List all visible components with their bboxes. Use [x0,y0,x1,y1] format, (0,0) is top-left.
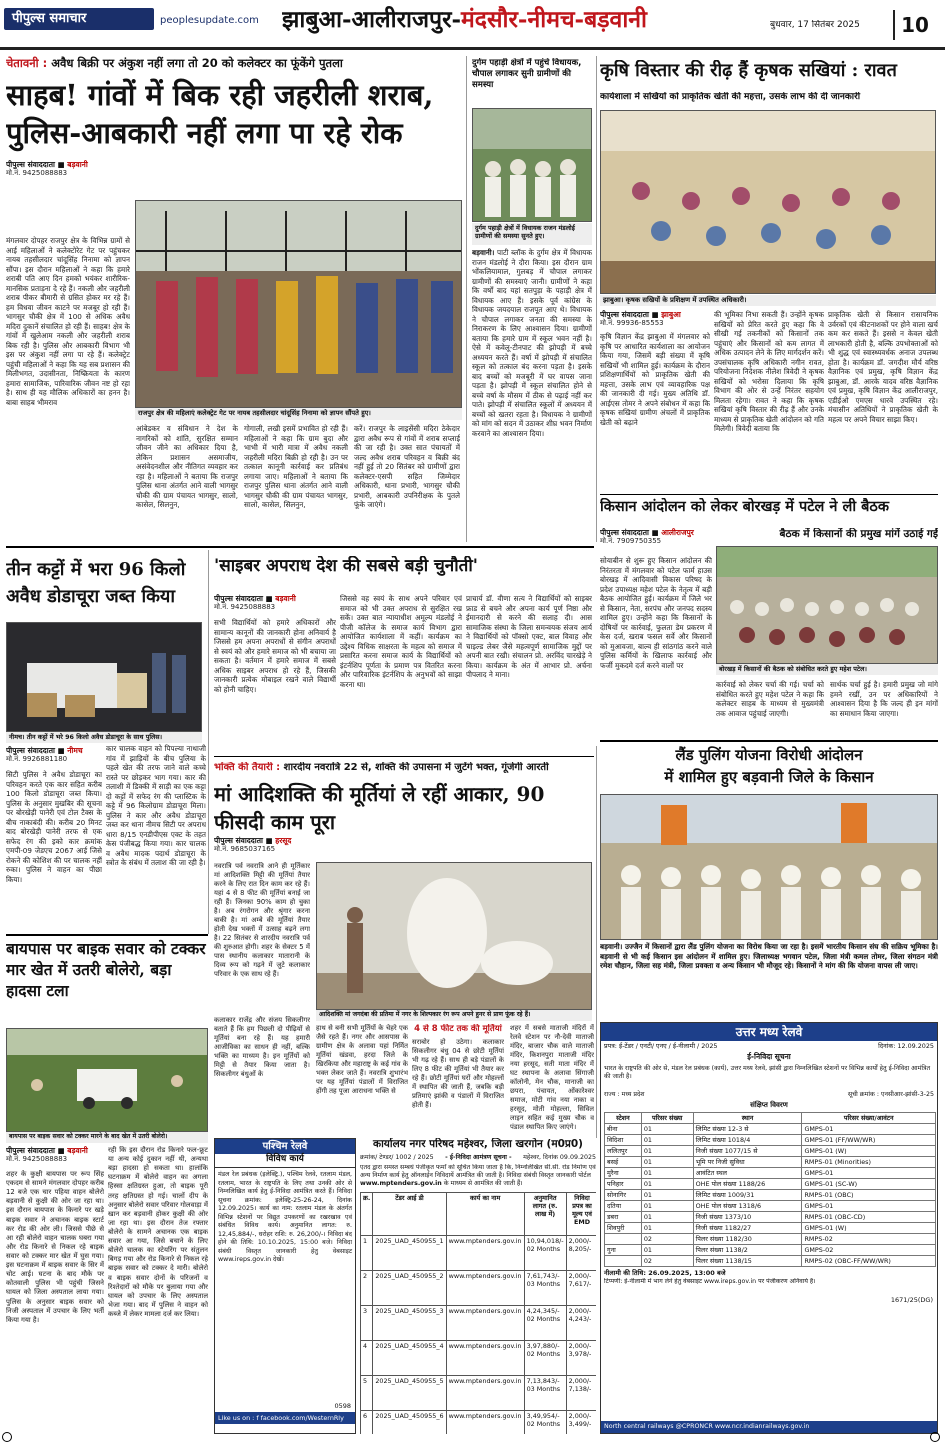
navratri-caption: आदिशक्ति मां जगदंबा की प्रतिमा में नगर के शिल्पकार रंग रूप अपने हुनर से प्राण फूंक रहे हैं। [316,1010,592,1021]
tender-cell: 2025_UAD_450955_4 [373,1341,446,1376]
tender-cell: www.mptenders.gov.in [446,1376,524,1411]
tender-header-0: क्र. [361,1193,373,1236]
navratri-col-1: नवरात्रि पर्व नवरात्रि आने ही मूर्तिकार मां आदिशक्ति मिट्टी की मूर्तियां तैयार करने के लिए रात दिन काम कर रहे हैं। यहां 4 से 8 फीट की मूर्तियां बनाई जा रही हैं। जिनका 90% काम हो चुका है। अब रंगरोगन और श्रृंगार करना बाकी है। मां अम्बे की मूर्तियां तैयार होती देख भक्तों में उत्साह बढ़ने लगा है। 22 सितंबर से शारदीय नवरात्रि पर्व की शुरुआत होगी। शहर के सेक्टर 5 में पास स्थानीय कलाकार मातारानी के दिव्य रूप को गढ़ने में जुटे कलाकार परिवार के एक साथ रहे हैं। [214,862,310,978]
masthead [0,0,945,50]
land-photo [600,794,938,940]
krishi-col-1: कृषि विज्ञान केंद्र झाबुआ में मंगलवार को कृषि पर आधारित कार्यशाला का आयोजन किया गया, जिसमें बड़ी संख्या में कृषि सखियों भी शामिल हुई। कार्यक्रम के दौरान प्रशिक्षणार्थियों को प्राकृतिक खेती की महत्ता, उसके लाभ एवं व्यावहारिक पक्ष की जानकारी दी गई। मुख्य अतिथि डॉ. आईएस तोमर ने अपने संबोधन में कहा कि कृषक सखियां ग्रामीण अंचलों में प्राकृतिक खेती को बढ़ाने [600,332,710,427]
ncr-cell: GMPS-01 (W) [802,1146,936,1157]
tender-row [361,1271,597,1306]
durgam-text: बड़वानी। पाटी ब्लॉक के दुर्गम क्षेत्र में विधायक राजन मंडलोई ने दौरा किया। इस दौरान ग्राम भोंकलियामाल, गुलबड़ में चौपाल लगाकर ग्रामीणों की समस्याएं जानी। ग्रामीणों ने कहा कि वर्षों बाद यहां सतपुड़ा के पहाड़ी क्षेत्र में विधायक आए हैं। इसके पूर्व कांग्रेस के विधायक जयदयाल राजपूत आए थे। विधायक ने चौपाल लगाकर जनता की समस्या के निराकरण के लिए आश्वासन दिया। ग्रामीणों बताया कि हमारे ग्राम में स्कूल भवन नहीं है। ऐसे में कवेलू-टीनपाट की झोपड़ी में बच्चे अध्ययन करते हैं। वर्षा में झोपड़ी में संचालित स्कूल को तत्काल बंद करना पड़ता है। इसके बाद बच्चों को मजबूरी में घर वापस जाना पड़ता है। झोपड़ी में स्कूल संचालित होने से बच्चे वर्षा के मौसम में ठीक से पढ़ाई नहीं कर पाते। झोपड़ी में संचालित स्कूलों में अध्ययन में बच्चों को खतरा रहता है। विधायक ने ग्रामीणों को मांग को सदन में उठाकर शीघ्र भवन निर्माण करवाने का आश्वासन दिया। [472,248,592,438]
tender-cell: 5 [361,1376,373,1411]
tender-cell: 2,000/- 4,243/- [566,1306,596,1341]
durga-idol-image [317,863,592,1010]
land-headline-1: लैंड पुलिंग योजना विरोधी आंदोलन [675,746,863,764]
ncr-row [605,1245,936,1256]
ncr-cell: 01 [641,1157,693,1168]
tender-cell: 3 [361,1306,373,1341]
kisan-photo [716,546,938,664]
ncr-cell: 01 [641,1245,693,1256]
ncr-state: राज्य : मध्य प्रदेश [604,1091,645,1098]
workshop-hall-image [601,111,936,294]
tender-cell: www.mptenders.gov.in [446,1341,524,1376]
website[interactable]: peoplesupdate.com [160,15,259,26]
krishi-col-3: प्राकृतिक खेती से किसान रासायनिक उर्वरकों एवं कीटनाशकों पर होने वाला खर्च कम कर सकते हैं। इससे न केवल खेती लाभकारी होती है, बल्कि उपभोक्ताओं को भी शुद्ध एवं स्वास्थ्यवर्धक अनाज उपलब्ध होता है। कार्यक्रम डॉ. जगदीश मौर्य वरिष्ठ वैज्ञानिक एवं प्रमुख, कृषि विज्ञान केंद्र झाबुआ, डॉ. आरके यादव वरिष्ठ वैज्ञानिक एवं प्रमुख, कृषि विज्ञान केंद्र आलीराजपुर, एडीईओ एमएस धारवे उपस्थित रहे। मंचासीन अतिथियों ने प्राकृतिक खेती के महत्व पर अपने विचार साझा किए। [828,310,938,424]
land-headline-2: में शामिल हुए बड़वानी जिले के किसान [664,768,874,786]
tender-cell: www.mptenders.gov.in [446,1271,524,1306]
registration-mark [2,1432,12,1442]
ncr-cell [605,1234,642,1245]
ncr-cell: लिमिट संख्या 1009/31 [693,1190,802,1201]
tender-cell: 2025_UAD_450955_5 [373,1376,446,1411]
ncr-row [605,1256,936,1267]
tender-site[interactable]: www.mptenders.gov.in [360,1180,442,1188]
tender-header-3: अनुमानित लागत (रु. लाख में) [524,1193,566,1236]
ncr-footer-2: टिप्पणी: ई-नीलामी में भाग लेने हेतु वेबसाइट www.ireps.gov.in पर पंजीकरण अनिवार्य है। [604,1278,816,1285]
ncr-cell: RMPS-01 (Minorities) [802,1157,936,1168]
ncr-cell: 01 [641,1212,693,1223]
ncr-cell: निजी संख्या 1077/15 से [693,1146,802,1157]
bike-headline: बायपास पर बाइक सवार को टक्कर मार खेत में उतरी बोलेरो, बड़ा हादसा टला [6,939,206,1000]
tender-cell: 2 [361,1271,373,1306]
liquor-kicker: चेतावनी : अवैध बिक्री पर अंकुश नहीं लगा तो 20 को कलेक्टर का फूंकेंगे पुतला [6,56,343,70]
ncr-cell: GMPS-01 [802,1201,936,1212]
tender-cell: www.mptenders.gov.in [446,1236,524,1271]
bike-caption: बायपास पर बाइक सवार को टक्कर मारने के बाद खेत में उतरी बोलेरो। [6,1132,208,1143]
western-text: मंडल रेल प्रबंधक (इलेक्ट्रि.), पश्चिम रेलवे, रतलाम मंडल, रतलाम, भारत के राष्ट्रपति के लिए तथा उनकी ओर से निम्नलिखित कार्य हेतु ई-निविदा आमंत्रित करते हैं। निविदा सूचना क्रमांक: इलेक्ट्रि-25-26-24, दिनांक 12.09.2025। कार्य का नाम: रतलाम मंडल के अंतर्गत विभिन्न स्टेशनों पर विद्युत उपकरणों का रखरखाव एवं संबंधित विविध कार्य। अनुमानित लागत: रु. 12,45,884/-, धरोहर राशि: रु. 26,200/-। निविदा बंद होने की तिथि: 10.10.2025, 15:00 बजे। निविदा संबंधी विस्तृत जानकारी हेतु वेबसाइट www.ireps.gov.in देखें। [218,1171,352,1263]
ncr-cell: 01 [641,1223,693,1234]
page-number: 10 [893,10,935,40]
doda-byline: पीपुल्स संवाददाता ■ नीमच मो.नं. 9926881180 [6,746,83,764]
ncr-cell: ललितपुर [605,1146,642,1157]
tender-cell: 7,13,843/- 03 Months [524,1376,566,1411]
navratri-col-3: हाथ से बनी सभी मूर्तियों के चेहरे एक जैसे रहते हैं। नगर और आसपास के ग्रामीण क्षेत्र के अलावा यहां निर्मित मूर्तियां खंडवा, हरदा जिले के खिरकिया और महाराष्ट्र के कई गांव के भक्त लेकर जाते हैं। नवरात्रि शुभारंभ पर यह मूर्तियां पंडालों में विराजित होंगी तह पूजा आराधना भक्ति से [316,1024,408,1095]
ncr-row [605,1157,936,1168]
ncr-row [605,1124,936,1135]
ncr-cell: 01 [641,1168,693,1179]
logo-text: पीपुल्स समाचार [12,11,87,26]
ncr-header-1: परिसर संख्या [641,1113,693,1124]
tender-cell: 2025_UAD_450955_3 [373,1306,446,1341]
ncr-cell: बसई [605,1157,642,1168]
tender-cell: 3,49,954/- 02 Months [524,1411,566,1435]
navratri-byline: पीपुल्स संवाददाता ■ हरसूद मो.नं. 9685037165 [214,836,292,854]
ncr-line-2: दिनांक: 12.09.2025 [878,1042,934,1050]
kisan-col-2: कार्रवाई को लेकर चर्चा की गई। चर्चा को संबोधित करते हुए महेश पटेल ने कहा कि कलेक्टर साहब के माध्यम से मुख्यमंत्री तक आवाज पहुंचाई जाएगी। [716,680,824,718]
ncr-row [605,1190,936,1201]
ncr-cell: 01 [641,1190,693,1201]
ncr-cell: RMPS-02 (OBC-FF/WW/WR) [802,1256,936,1267]
ncr-header-2: स्थान [693,1113,802,1124]
ncr-table [604,1112,936,1267]
ncr-cell: 01 [641,1201,693,1212]
date: बुधवार, 17 सितंबर 2025 [770,20,860,30]
ncr-cell: 01 [641,1146,693,1157]
bike-col-2: रही कि इस दौरान रोड किनारे फल-फ्रूट या अन्य कोई दुकान नहीं थी, अन्यथा बड़ा हादसा हो सकता था। हालांकि घटनाक्रम में बोलेरो वाहन का अगला हिस्सा क्षतिग्रस्त हुआ, तो बाइक पूरी तरह क्षतिग्रस्त हो गई। चालों दीप के अनुसार बोलेरो सवार परिवार गोलवाड़ा में खान कर बड़वानी होकर कुक्षी की ओर जा रहा था। इस दौरान तेज रफ्तार बोलेरो के सामने अचानक एक बाइक सवार आ गया, जिसे बचाने के लिए बोलेरो चालक का स्टेयरिंग पर संतुलन बिगड़ गया और रोड किनारे से निकल रहे बाइक सवार को टक्कर दे मारी। बोलेरो व बाइक सवार दोनों के परिजनों व रिश्तेदारों को मौके पर बुलाया गया और घायल को उपचार के लिए अस्पताल भेजा गया। बाद में पुलिस ने वाहन को कब्जे में लेकर मामला दर्ज कर लिया। [108,1146,208,1318]
tender-cell: 2,000/- 3,978/- [566,1341,596,1376]
ncr-social[interactable]: North central railways @CPRONCR www.ncr.indianrailways.gov.in [601,1421,937,1433]
ncr-footer-1: नीलामी की तिथि: 26.09.2025, 13:00 बजे [604,1269,726,1277]
ncr-list: सूची क्रमांक : एनसीआर-झांसी-3-25 [847,1091,934,1098]
tender-cell: 4 [361,1341,373,1376]
region-title-b: मंदसौर-नीमच-बड़वानी [461,6,648,33]
ncr-header-0: स्टेशन [605,1113,642,1124]
ncr-cell: पिलर संख्या 1182/30 [693,1234,802,1245]
ncr-cell: RMPS-02 [802,1234,936,1245]
krishi-subhead: कार्यशाला में सखियों को प्राकृतिक खेती की महत्ता, उसके लाभ की दी जानकारी [600,92,861,102]
tender-cell: 3,97,880/- 02 Months [524,1341,566,1376]
liquor-caption: राजपुर क्षेत्र की महिलाएं कलेक्ट्रेट गेट पर नायब तहसीलदार चांदूसिंह निनामा को ज्ञापन सौंपते हुए। [135,408,462,420]
ncr-header-3: परिसर संख्या/आवंटन [802,1113,936,1124]
ncr-cell: 02 [641,1256,693,1267]
protest-women-image [136,201,462,408]
liquor-photo [135,200,462,408]
tender-cell: 2025_UAD_450955_2 [373,1271,446,1306]
tender-row [361,1341,597,1376]
region-title [282,6,802,40]
ncr-sub: संक्षिप्त विवरण [750,1101,788,1109]
tender-cell: 2,000/- 7,138/- [566,1376,596,1411]
ncr-cell [605,1256,642,1267]
ncr-cell: RMPS-01 (OBC-CD) [802,1212,936,1223]
ncr-cell: पनिहार [605,1179,642,1190]
durgam-photo [472,108,592,222]
ncr-line-1: प्रपत्र: ई-टेंडर / एनटी/ एनए / ई-नीलामी / 2025 [604,1042,718,1050]
cyber-col-3: प्राचार्य डॉ. वीणा सत्य ने विद्यार्थियों को साइबर फ्राड से बचने और अपना कार्य पूर्ण निष्ठा और ईमानदारी से करने की सलाह दी। आस सामाजिक संस्था के जिला समन्वयक संजय आर्य ने विद्यार्थियों को पॉक्सो एक्ट, बाल विवाह और चाइल्ड लेबर जैसे महत्वपूर्ण सामाजिक मुद्दों पर अपनी बात रखी। संचालन प्रो. अरविंद चारखेड़े ने किया। कार्यक्रम के अंत में आभार प्रो. अर्चना पीपलाद ने माना। [466,594,592,679]
land-caption: बड़वानी। उज्जैन में किसानों द्वारा लैंड पुलिंग योजना का विरोध किया जा रहा है। इसमें भारतीय किसान संघ की सक्रिय भूमिका है। बड़वानी से भी कई किसान इस आंदोलन में शामिल हुए। जिलाध्यक्ष भगवान पटेल, जिला मंत्री कमल तोमर, जिला संगठन मंत्री रमेश चौहान, जिला सह मंत्री, जिला प्रवक्ता व अन्य किसान भी मौजूद रहे। किसानों ने मांग की कि योजना वापस ली जाए। [600,942,938,970]
ncr-cell: GMPS-02 [802,1245,936,1256]
ncr-cell: GMPS-01 [802,1124,936,1135]
liquor-headline-2: पुलिस-आबकारी नहीं लगा पा रहे रोक [6,116,403,150]
ncr-cell: GMPS-01 (SC-W) [802,1179,936,1190]
tender-cell: 2025_UAD_450955_1 [373,1236,446,1271]
ncr-cell: RMPS-01 (OBC) [802,1190,936,1201]
tender-row [361,1376,597,1411]
cyber-byline: पीपुल्स संवाददाता ■ बड़वानी मो.नं. 9425088883 [214,594,296,612]
ncr-row [605,1135,936,1146]
tender-notice-title: - ई-निविदा आमंत्रण सूचना - [445,1154,512,1161]
liquor-col-4: करें। राजपुर के लाइसेंसी मदिरा ठेकेदार द्वारा अवैध रूप से गांवों में शराब सप्लाई की जा रही है। उक्त सात पंचायतों में जल्द अवैध शराब परिवहन व बिक्री बंद नहीं हुई तो 20 सितंबर को ग्रामीणों द्वारा कलेक्टर-एसपी सहित जिम्मेदार अधिकारी, थाना प्रभारी, भागसुर चौकी प्रभारी, आबकारी उपनिरीक्षक के पुतले फूंके जाएंगे। [354,424,460,509]
navratri-col-4: 4 से 8 फीट तक की मूर्तियां सराबोर हो उठेगा। कलाकार सिकलीगर बंधु 04 से छोटी मूर्तियां भी गढ़ रहे हैं। साथ ही बड़े पंडालों के लिए 8 फीट की मूर्तियां भी तैयार कर रहे हैं। छोटी मूर्तियां घरों और मोहल्लों में स्थापित की जाती हैं, जबकि बड़ी प्रतिमाएं झांकी व पंडालों में विराजित होती हैं। [412,1024,504,1109]
tender-row [361,1411,597,1435]
kisan-col-3: सार्थक चर्चा हुई है। हमारी प्रमुख जो मांगे हमने रखीं, उन पर अधिकारियों ने आश्वासन दिया है कि जल्द ही इन मांगों का समाधान किया जाएगा। [830,680,938,718]
navratri-col-2: कलाकार राजेंद्र और संजय सिकलीगर बताते हैं कि हम पिछली दो पीढ़ियों से मूर्तियां बना रहे हैं। यह हमारी आजीविका का साधन ही नहीं, बल्कि भक्ति का माध्यम है। इन मूर्तियों को मिट्टी से तैयार किया जाता है। सिकलीगर बंधुओं के [214,1016,310,1078]
ncr-row [605,1201,936,1212]
ncr-cell: 01 [641,1124,693,1135]
ncr-cell: OHE पोल संख्या 1188/26 [693,1179,802,1190]
liquor-col-3: गोगाली, लखी इसमें प्रभावित हो रही हैं। महिलाओं ने कहा कि ग्राम बुदा और भाभी में भारी मात्रा में अवैध नकली जहरीली मदिरा बिक्री हो रही है। उन पर तत्काल कानूनी कार्रवाई कर प्रतिबंध लगाया जाए। महिलाओं ने बताया कि राजपुर पुलिस थाना अंतर्गत आने वाली भागसुर चौकी की ग्राम पंचायत भागसुर, सालो, कासेल, सिलनुन, [244,424,348,509]
bike-col-1: शहर के कुक्षी बायपास पर रूप सिंह एकदम से सामने मंगलवार दोपहर करीब 12 बजे एक चार पहिया वाहन बोलेरो बड़वानी से कुक्षी की ओर जा रहा था। इस दौरान बायपास के किनारे पर खड़े बाइक सवार ने अचानक बाइक स्टार्ट कर रोड की ओर ली। जिससे पीछे से आ रही बोलेरो वाहन चालक घबरा गया और रोड किनारे से निकल रहे बाइक सवार को टक्कर मार खेत में घुस गया। इस घटनाक्रम में बाइक सवार के सिर में चोट आई। घटना के बाद मौके पर कोतवाली पुलिस भी पहुंची जिसने घायल को जिला अस्पताल लाया गया। पुलिस के अनुसार बाइक सवार को निजी अस्पताल में उपचार के लिए भर्ती किया गया है। [6,1170,104,1324]
ncr-row [605,1234,936,1245]
krishi-col-2: की भूमिका निभा सकती हैं। उन्होंने कृषक सखियों को प्रेरित करते हुए कहा कि वे सीखी गई तकनीकों को किसानों तक पहुंचाएं और किसानों को कम लागत में अधिक उत्पादन लेने के लिए मार्गदर्शन करें। उपसंचालक कृषि अधिकारी नगीन रावत, परियोजना निदेशक नीलेश त्रिवेदी ने कृषक सखियों को भरोसा दिलाया कि कृषि विभाग की ओर से उन्हें निरंतर सहयोग मिलता रहेगा। रावत ने कहा कि कृषक सखियां कृषि विस्तार की रीढ़ हैं और उनके माध्यम से प्राकृतिक खेती आंदोलन को गति मिलेगी। त्रिवेदी बताया कि [714,310,824,433]
tender-table [360,1192,596,1434]
ncr-cell: 02 [641,1234,693,1245]
tender-cell: 7,61,743/- 03 Months [524,1271,566,1306]
doda-col-1: सिटी पुलिस ने अवैध डोडाचूरा का परिवहन करते एक कार सहित करीब 100 किलो डोडाचूरा जब्त किया। पुलिस के अनुसार मुखबिर की सूचना पर बोरखेड़ी पानेरी एवं टोल टैक्स के बीच नाकाबंदी की। करीब 20 मिनट बाद बोरखेड़ी पानेरी तरफ से एक सफेद रंग की इको कार क्रमांक एमपी-09 जेडएच 2067 आई जिसे रोकने की कोशिश की पर चालक नहीं रुका। पुलिस ने वाहन का पीछा किया। [6,770,102,884]
mla-chaupal-image [473,109,592,222]
kisan-subhead: बैठक में किसानों की प्रमुख मांगें उठाई गईं [779,528,938,540]
tender-ad [360,1138,596,1434]
logo [4,8,154,30]
ncr-cell: 01 [641,1179,693,1190]
ncr-cell: गुना [605,1245,642,1256]
ncr-cell: GMPS-01 [802,1168,936,1179]
ncr-notice: ई-निविदा सूचना [747,1052,791,1061]
ncr-code: 1671/25(DG) [890,1296,933,1304]
tender-body: एतद द्वारा समस्त सम्बधं पंजीकृत फर्मों को सूचित किया जाता है कि, निम्नलिखित सी.सी. रोड निर्माण एवं अन्य निर्माण कार्य हेतु ऑनलाईन निविदायें आमंत्रित की जाती है। निविदा संबंधी विस्तृत जानकारी पोर्टल www.mptenders.gov.in के माध्यम से आमंत्रित की जाती हैं। [360,1164,596,1188]
ncr-row [605,1212,936,1223]
doda-photo [6,622,202,732]
liquor-byline: पीपुल्स संवाददाता ■ बड़वानी [6,160,88,169]
tender-cell: www.mptenders.gov.in [446,1411,524,1435]
tender-cell: 10,94,018/- 02 Months [524,1236,566,1271]
ncr-cell: शिवपुरी [605,1223,642,1234]
navratri-headline: मां आदिशक्ति की मूर्तियां ले रहीं आकार, 90 फीसदी काम पूरा [214,782,545,834]
ncr-text: भारत के राष्ट्रपति की ओर से, मंडल रेल प्रबंधक (कार्य), उत्तर मध्य रेलवे, झांसी द्वारा निम्नलिखित स्टेशनों पर विभिन्न कार्यों हेतु ई-निविदा आमंत्रित की जाती है। [604,1065,931,1081]
farmers-protest-image [601,795,938,940]
ncr-cell: बीना [605,1124,642,1135]
tender-cell: 2,000/- 8,205/- [566,1236,596,1271]
tender-row [361,1236,597,1271]
police-seizure-image [7,623,202,732]
tender-cell: 2,000/- 7,617/- [566,1271,596,1306]
kisan-byline: पीपुल्स संवाददाता ■ आलीराजपुर मो.नं. 7909750355 [600,528,694,546]
western-header: पश्चिम रेलवे [215,1139,355,1154]
liquor-col-2: आंबेडकर व संविधान ने देश के नागरिकों को शांति, सुरक्षित सम्मान जीवन जीने का अधिकार दिया है, लेकिन प्रशासन असमाजीय, असंवेदनशील और नीतिगत व्यवहार कर रहा है। महिलाओं ने बताया कि राजपुर पुलिस थाना अंतर्गत आने वाली भागसुर चौकी की ग्राम पंचायत भागसुर, सालो, कासेल, सिलनुन, [136,424,238,509]
ncr-row [605,1179,936,1190]
ncr-cell: पिलर संख्या 1138/15 [693,1256,802,1267]
liquor-col-1: मंगलवार दोपहर राजपुर क्षेत्र के विभिन्न ग्रामों से आई महिलाओं ने कलेक्टोरेट गेट पर पहुंचकर नायब तहसीलदार चांदूसिंह निनामा को ज्ञापन सौंपा। इस दौरान महिलाओं ने कहा कि हमारे शराबी पति आए दिन हमको भयंकर शारीरिक-मानसिक प्रताड़ना दे रहे हैं। नकली और जहरीली शराब पीकर बीमारी से ग्रसित होकर मर रहे हैं। हम विधवा जीवन काटने पर मजबूर हो रही हैं। भागसुर चौकी क्षेत्र में 100 से अधिक अवैध मदिरा दुकानें संचालित हो रही हैं। साहब! क्षेत्र के गांवों में खुलेआम नकली और जहरीली शराब बिक रही है। पुलिस और आबकारी विभाग भी इस पर अंकुश नहीं लगा पा रहे हैं। कलेक्ट्रेट पहुंची महिलाओं ने कहा कि यह सब प्रशासन की मिलीभगत, उदासीनता, निष्क्रियता के कारण हमारा सामाजिक, पारिवारिक जीवन नष्ट हो रहा है। साथ ही यह मौलिक अधिकारों का हनन है। बाबा साहब भीमराव [6,236,130,407]
ncr-cell: लिमिट संख्या 1018/4 [693,1135,802,1146]
ncr-cell: आवंटित स्थल [693,1168,802,1179]
doda-caption: नीमच। तीन कट्टों में भरे 96 किलो अवैध डोडाचूरा के साथ पुलिस। [6,732,202,743]
navratri-kicker: भक्ति की तैयारी : शारदीय नवरात्रि 22 से, शक्ति की उपासना में जुटेंगे भक्त, गूंजेगी आरती [214,762,549,773]
cyber-col-2: जिससे वह स्वयं के साथ अपने परिवार एवं समाज को भी उक्त अपराध से सुरक्षित रख सकें। उक्त बात न्यायाधीश अमूल्य मंडलोई ने पीजी कॉलेज के समाज कार्य विभाग द्वारा आयोजित कार्यशाला में कहीं। कार्यक्रम का उद्देश्य विधिक साक्षरता के महत्व को समाज में प्रसारित करना समाज कार्य के विद्यार्थियों को इंटर्नशिप पूर्णता के प्रमाण पत्र वितरित करना और पारिवारिक इंटर्नशिप के अनुभवों को साझा करना था। [340,594,462,689]
region-title-a: झाबुआ-आलीराजपुर- [282,6,462,33]
ncr-cell: सोनागिर [605,1190,642,1201]
ncr-cell: निजी संख्या 1182/27 [693,1223,802,1234]
tender-cell: www.mptenders.gov.in [446,1306,524,1341]
tender-notice-no: क्रमांक/ टेण्डर/ 1002 / 2025 [360,1154,434,1161]
doda-col-2: कार चालक वाहन को पिपल्या नाथाजी गांव में झाड़ियों के बीच पुलिया के पहले खेत की तरफ जाने वाले कच्चे रास्ते पर छोड़कर भाग गया। कार की तलाशी में डिक्की में साड़ी का एक कट्टा दो कट्टों में सफेद रंग की प्लास्टिक के कट्टे में 96 किलोग्राम डोडाचूरा मिला। पुलिस ने कार और अवैध डोडाचूरा जब्त कर थाना नीमच सिटी पर अपराध धारा 8/15 एनडीपीएस एक्ट के तहत केस पंजीबद्ध किया गया। कार चालक व अवैध मादक पदार्थ डोडाचूरा के स्त्रोत के संबंध में तलाश की जा रही है। [106,744,206,867]
tender-cell: 2025_UAD_450955_6 [373,1411,446,1435]
bolero-accident-image [7,1029,208,1132]
tender-cell: 6 [361,1411,373,1435]
ncr-cell: OHE पोल संख्या 1318/6 [693,1201,802,1212]
ncr-cell: पिलर संख्या 1138/2 [693,1245,802,1256]
navratri-subhead-2: 4 से 8 फीट तक की मूर्तियां [414,1024,502,1034]
navratri-col-6: शहर में सबसे माताजी मंदिरों में रेलवे स्टेशन पर नौ-देवी माताजी मंदिर, बाजार चौक वाले माताजी मंदिर, किशनपुरा माताजी मंदिर नया हरसूद, सती माता मंदिर में घट स्थापना के अलावा सिंगाजी कॉलोनी, मेन चौक, मानाजी का छपरा, पंचायत, ओंकारेश्वर समाज, मोटी गांव नया नाका व हरसूद, मोती मोहल्ला, सिविल लाइन सहित कई मुख्य चौक व पंडाल स्थापित किए जाएंगे। [510,1024,594,1131]
bike-byline: पीपुल्स संवाददाता ■ बड़वानी मो.नं. 9425088883 [6,1146,88,1164]
navratri-photo [316,862,592,1010]
krishi-byline: पीपुल्स संवाददाता ■ झाबुआ मो.नं. 99936-85553 [600,310,681,328]
ncr-cell: डबरा [605,1212,642,1223]
doda-headline: तीन कट्टों में भरा 96 किलो अवैध डोडाचूरा जब्त किया [6,559,186,607]
krishi-photo [600,110,936,294]
tender-header-2: कार्य का नाम [446,1193,524,1236]
cyber-col-1: सभी विद्यार्थियों को हमारे अधिकारों और सामान्य कानूनों की जानकारी होना अनिवार्य है जिससे हम अपना अपराधों से संगीन अपराधों से स्वयं को और हमारे समाज को भी बचाया जा सकता है। वर्तमान में हमारे समाज में सबसे अधिक साइबर अपराध हो रहे हैं, जिसकी जानकारी प्रत्येक मोबाइल रखने वाले विद्यार्थी को होनी चाहिए। [214,618,336,694]
ncr-cell: 01 [641,1135,693,1146]
durgam-kicker: दुर्गम पहाड़ी क्षेत्रों में पहुंचे विधायक, चौपाल लगाकर सुनी ग्रामीणों की समस्या [472,58,582,91]
ncr-cell: GMPS-01 (W) [802,1223,936,1234]
tender-date: महेश्वर, दिनांक 09.09.2025 [523,1154,596,1161]
tender-header-1: टेंडर आई डी [373,1193,446,1236]
ncr-cell: लिमिट संख्या 12-3 से [693,1124,802,1135]
tender-row [361,1306,597,1341]
kisan-caption: बोरखड़ में किसानों की बैठक को संबोधित करते हुए महेश पटेल। [716,664,938,675]
krishi-caption: झाबुआ। कृषक सखियों के प्रशिक्षण में उपस्थित अधिकारी। [600,295,936,306]
liquor-headline-1: साहब! गांवों में बिक रही जहरीली शराब, [6,78,434,112]
ncr-cell: मुरैना [605,1168,642,1179]
krishi-headline: कृषि विस्तार की रीढ़ हैं कृषक सखियां : रावत [600,60,897,81]
farmers-meeting-image [717,547,938,664]
durgam-caption: दुर्गम पहाड़ी क्षेत्रों में विधायक राजन मंडलोई ग्रामीणों की समस्या सुनते हुए। [472,223,592,245]
ncr-ad [600,1022,938,1434]
tender-cell: 4,24,345/- 02 Months [524,1306,566,1341]
ncr-header: उत्तर मध्य रेलवे [601,1023,937,1041]
bike-photo [6,1028,208,1132]
western-title: विविध कार्य [215,1154,355,1168]
ncr-cell: GMPS-01 (FF/WW/WR) [802,1135,936,1146]
tender-cell: 1 [361,1236,373,1271]
ncr-cell: विदिशा [605,1135,642,1146]
ncr-cell: दतिया [605,1201,642,1212]
tender-title: कार्यालय नगर परिषद महेश्वर, जिला खरगोन (म0प्र0) [373,1138,583,1150]
ncr-cell: निजी संख्या 1373/10 [693,1212,802,1223]
registration-mark [930,1432,940,1442]
western-code: 0598 [334,1402,351,1410]
liquor-mobile: मो.नं. 9425088883 [6,169,68,178]
kisan-headline: किसान आंदोलन को लेकर बोरखड़ में पटेल ने ली बैठक [600,498,889,515]
western-footer[interactable]: Like us on : f facebook.com/WesternRly [215,1412,355,1424]
ncr-row [605,1146,936,1157]
ncr-row [605,1223,936,1234]
tender-header-4: निविदा प्रपत्र का मूल्य एवं EMD [566,1193,596,1236]
western-railway-ad [214,1138,356,1434]
tender-cell: 2,000/- 3,499/- [566,1411,596,1435]
ncr-cell: भूमि पर निजी सुविधा [693,1157,802,1168]
ncr-row [605,1168,936,1179]
cyber-headline: 'साइबर अपराध देश की सबसे बड़ी चुनौती' [214,556,478,576]
kisan-col-1: सोयाबीन से शुरू हुए किसान आंदोलन की निरंतरता में मंगलवार को पटेल फार्म हाउस बोरखड़ में आदिवासी विकास परिषद के प्रदेश उपाध्यक्ष महेश पटेल के नेतृत्व में बड़ी बैठक आयोजित हुई। कार्यक्रम में जिले भर से किसान, नेता, सरपंच और जनपद सदस्य शामिल हुए। उन्होंने कहा कि किसानों के दोषियों पर कार्रवाई, फुलता डेम प्रकरण में केस दर्ज, खराब फसल सर्वे और किसानों को मुआवजा, बाल्व ही सांठगांठ करने वाले पुलिस कर्मियों के खिलाफ कार्रवाई और फर्जी मुकदमे दर्ज करने वालों पर [600,556,712,670]
